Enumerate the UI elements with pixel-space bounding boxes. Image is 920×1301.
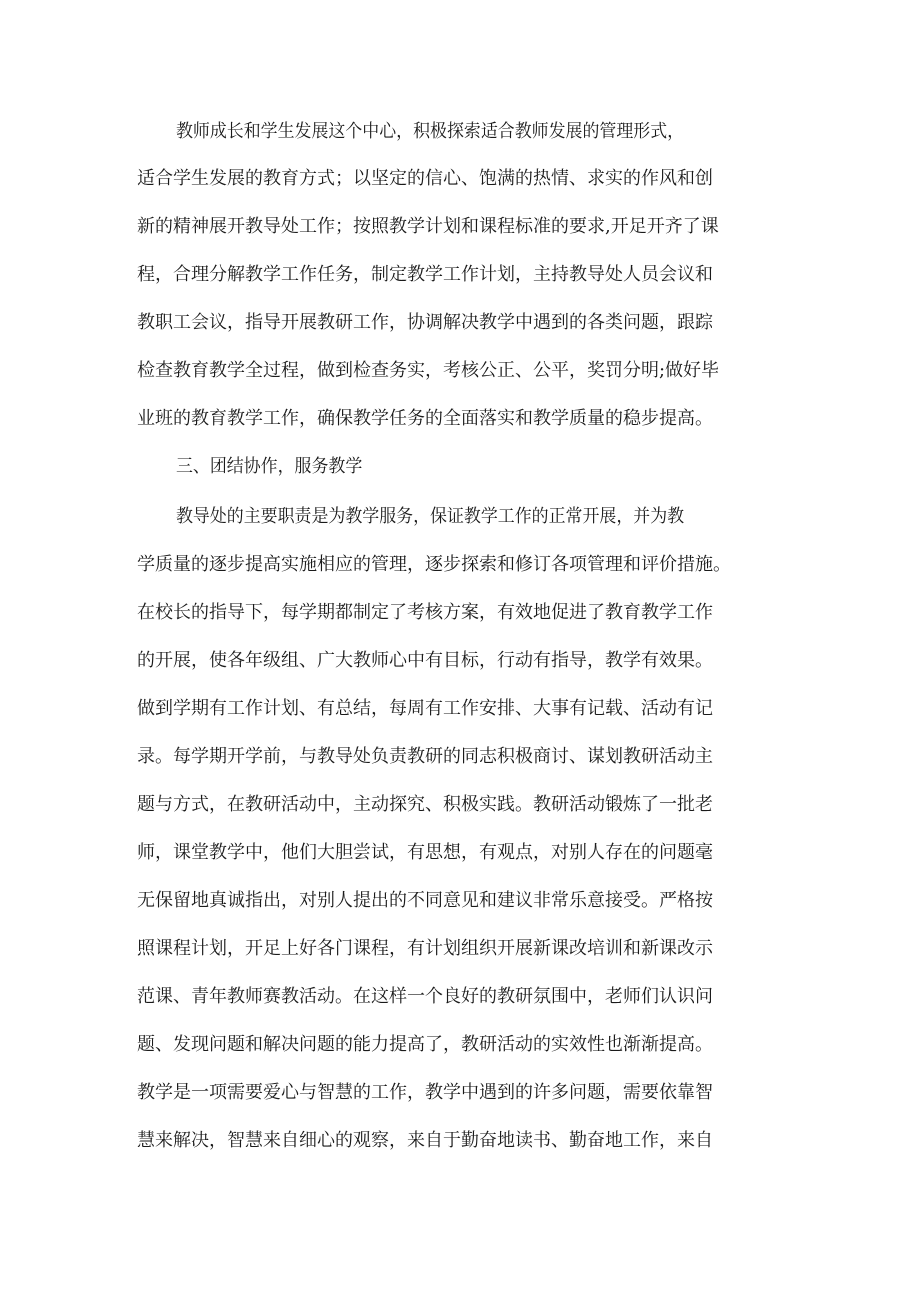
- paragraph-line: 录。每学期开学前，与教导处负责教研的同志积极商讨、谋划教研活动主: [137, 746, 713, 767]
- paragraph-line: 无保留地真诚指出，对别人提出的不同意见和建议非常乐意接受。严格按: [137, 890, 713, 911]
- section-heading: 三、团结协作，服务教学: [176, 456, 363, 477]
- paragraph-line: 教师成长和学生发展这个中心，积极探索适合教师发展的管理形式，: [176, 121, 685, 142]
- paragraph-line: 的开展，使各年级组、广大教师心中有目标，行动有指导，教学有效果。: [137, 650, 713, 671]
- paragraph-line: 师，课堂教学中，他们大胆尝试，有思想，有观点，对别人存在的问题毫: [137, 842, 713, 863]
- paragraph-line: 题与方式，在教研活动中，主动探究、积极实践。教研活动锻炼了一批老: [137, 794, 713, 815]
- paragraph-line: 检查教育教学全过程，做到检查务实，考核公正、公平，奖罚分明;做好毕: [137, 360, 720, 381]
- paragraph-line: 照课程计划，开足上好各门课程，有计划组织开展新课改培训和新课改示: [137, 938, 713, 959]
- paragraph-line: 做到学期有工作计划、有总结，每周有工作安排、大事有记载、活动有记: [137, 698, 713, 719]
- paragraph-line: 适合学生发展的教育方式；以坚定的信心、饱满的热情、求实的作风和创: [137, 168, 713, 189]
- paragraph-line: 范课、青年教师赛教活动。在这样一个良好的教研氛围中，老师们认识问: [137, 986, 713, 1007]
- paragraph-line: 慧来解决，智慧来自细心的观察，来自于勤奋地读书、勤奋地工作，来自: [137, 1130, 713, 1151]
- paragraph-line: 教导处的主要职责是为教学服务，保证教学工作的正常开展，并为教: [176, 506, 685, 527]
- paragraph-line: 新的精神展开教导处工作；按照教学计划和课程标准的要求,开足开齐了课: [137, 216, 719, 237]
- paragraph-line: 教职工会议，指导开展教研工作，协调解决教学中遇到的各类问题，跟踪: [137, 312, 713, 333]
- paragraph-line: 题、发现问题和解决问题的能力提高了，教研活动的实效性也渐渐提高。: [137, 1034, 713, 1055]
- paragraph-line: 在校长的指导下，每学期都制定了考核方案，有效地促进了教育教学工作: [137, 602, 713, 623]
- paragraph-line: 学质量的逐步提高实施相应的管理，逐步探索和修订各项管理和评价措施。: [137, 554, 731, 575]
- paragraph-line: 教学是一项需要爱心与智慧的工作，教学中遇到的许多问题，需要依靠智: [137, 1082, 713, 1103]
- paragraph-line: 业班的教育教学工作，确保教学任务的全面落实和教学质量的稳步提高。: [137, 408, 713, 429]
- paragraph-line: 程，合理分解教学工作任务，制定教学工作计划，主持教导处人员会议和: [137, 264, 713, 285]
